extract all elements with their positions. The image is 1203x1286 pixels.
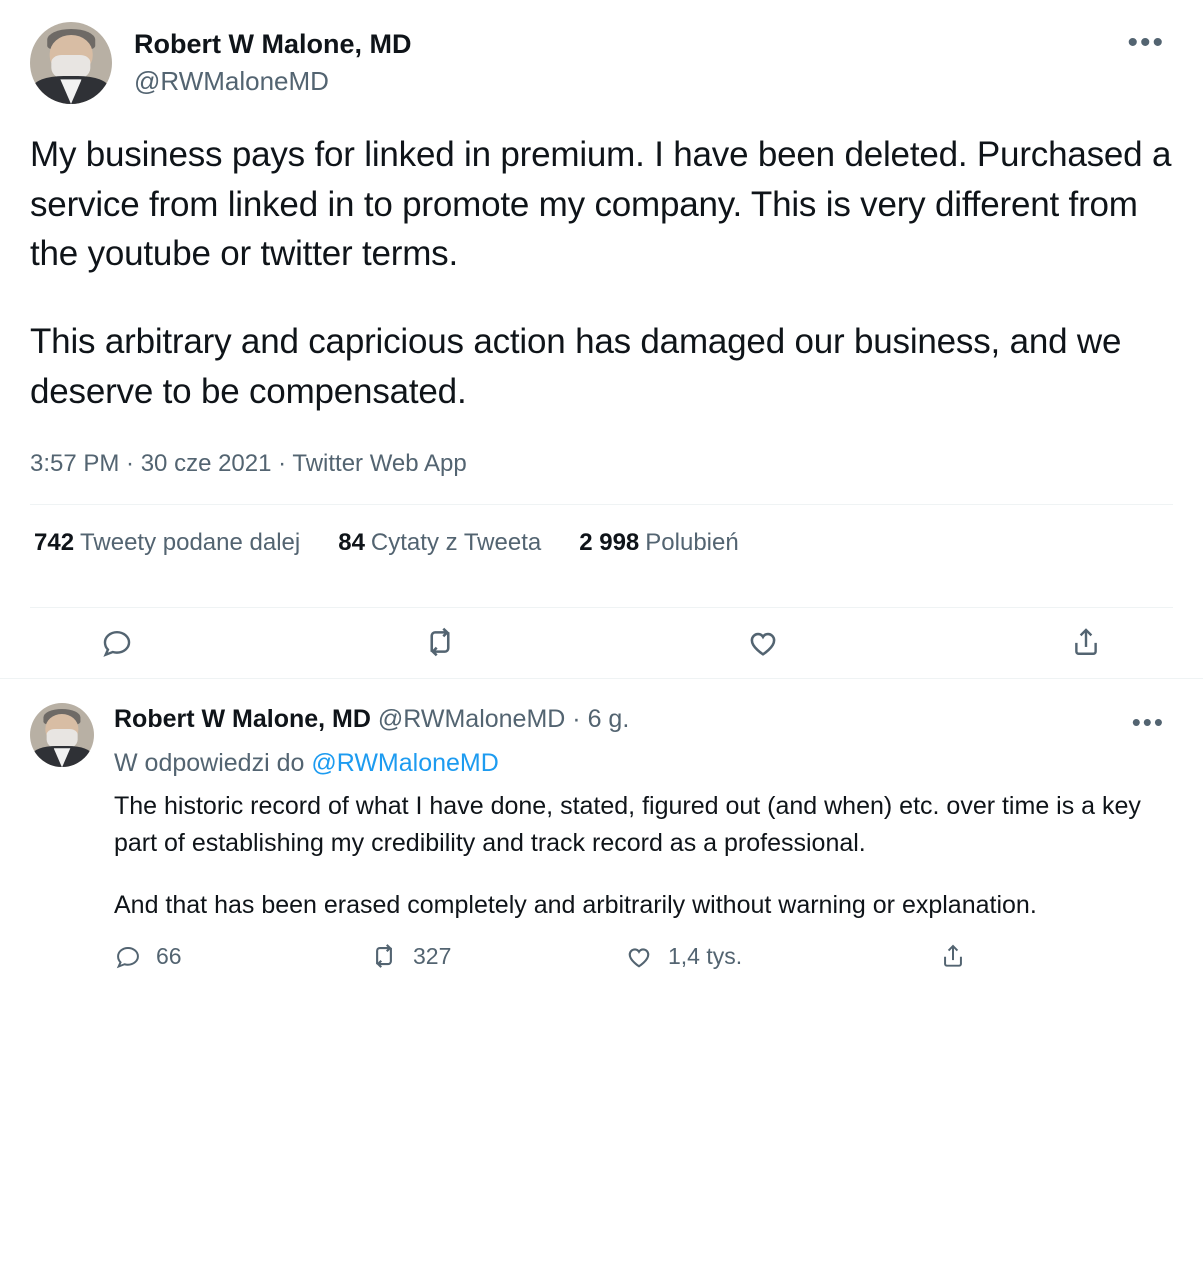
reply-paragraph-1: The historic record of what I have done, stated, figured out (and when) etc. over time is a key part of establishing my credibility and track record as a professional.: [114, 792, 1141, 857]
reply-timestamp[interactable]: 6 g.: [587, 705, 630, 734]
retweets-count[interactable]: [34, 529, 300, 557]
main-tweet-paragraph-1: My business pays for linked in premium. I have been deleted. Purchased a service from linked in to promote my company. This is very different from the youtube or twitter terms.: [30, 135, 1172, 274]
main-tweet-actions: [30, 608, 1173, 678]
reply-share-button[interactable]: [939, 942, 981, 970]
reply-like-button[interactable]: [624, 941, 879, 971]
author-display-name[interactable]: Robert W Malone, MD: [134, 29, 412, 59]
engagement-counts: [30, 505, 1173, 581]
reply-avatar[interactable]: [30, 703, 94, 767]
reply-icon: [100, 625, 134, 659]
main-tweet-text: [30, 130, 1173, 416]
retweet-icon: [422, 624, 458, 660]
share-button[interactable]: [1069, 624, 1103, 660]
reply-to-prefix: W odpowiedzi do: [114, 749, 305, 778]
reply-retweet-button[interactable]: [369, 941, 624, 971]
likes-number: 2 998: [579, 529, 640, 557]
like-icon: [745, 624, 781, 660]
reply-reply-count: 66: [156, 942, 182, 969]
main-tweet-paragraph-2: This arbitrary and capricious action has damaged our business, and we deserve to be compensated.: [30, 322, 1122, 411]
like-icon: [624, 941, 654, 971]
reply-icon: [114, 942, 142, 970]
main-tweet-header: [30, 22, 1173, 104]
reply-separator: ·: [572, 705, 581, 734]
reply-actions: [114, 941, 1173, 971]
share-icon: [1069, 625, 1103, 659]
reply-button[interactable]: [100, 624, 134, 660]
reply-more-options-icon[interactable]: •••: [1131, 707, 1165, 738]
reply-retweet-count: 327: [413, 942, 452, 969]
share-icon: [939, 942, 967, 970]
retweet-button[interactable]: [422, 624, 458, 660]
reply-paragraph-2: And that has been erased completely and arbitrarily without warning or explanation.: [114, 890, 1037, 919]
author-names: [134, 22, 1119, 99]
author-handle[interactable]: @RWMaloneMD: [134, 65, 329, 96]
reply-author-line: [114, 703, 1124, 736]
reply-to-handle[interactable]: @RWMaloneMD: [311, 749, 499, 778]
reply-tweet: [0, 679, 1203, 971]
reply-header: [114, 703, 1173, 741]
retweets-number: 742: [34, 529, 75, 557]
reply-paragraph-gap: [114, 861, 1173, 887]
likes-label: Polubień: [645, 529, 739, 557]
likes-count[interactable]: [579, 529, 738, 557]
tweet-timestamp-meta: 3:57 PM · 30 cze 2021 · Twitter Web App: [30, 450, 467, 478]
quotes-number: 84: [338, 529, 365, 557]
reply-text: [114, 788, 1173, 923]
reply-display-name[interactable]: Robert W Malone, MD: [114, 705, 371, 734]
quotes-label: Cytaty z Tweeta: [370, 529, 542, 557]
more-options-icon[interactable]: •••: [1127, 26, 1165, 59]
quotes-count[interactable]: [338, 529, 541, 557]
retweet-icon: [369, 941, 399, 971]
like-button[interactable]: [745, 624, 781, 660]
retweets-label: Tweety podane dalej: [80, 529, 301, 557]
reply-like-count: 1,4 tys.: [668, 942, 743, 969]
reply-handle[interactable]: @RWMaloneMD: [377, 705, 566, 734]
reply-to-line: [114, 749, 1173, 778]
reply-body: [114, 703, 1173, 971]
paragraph-gap: [30, 279, 1173, 317]
reply-reply-button[interactable]: [114, 942, 369, 970]
avatar[interactable]: [30, 22, 112, 104]
